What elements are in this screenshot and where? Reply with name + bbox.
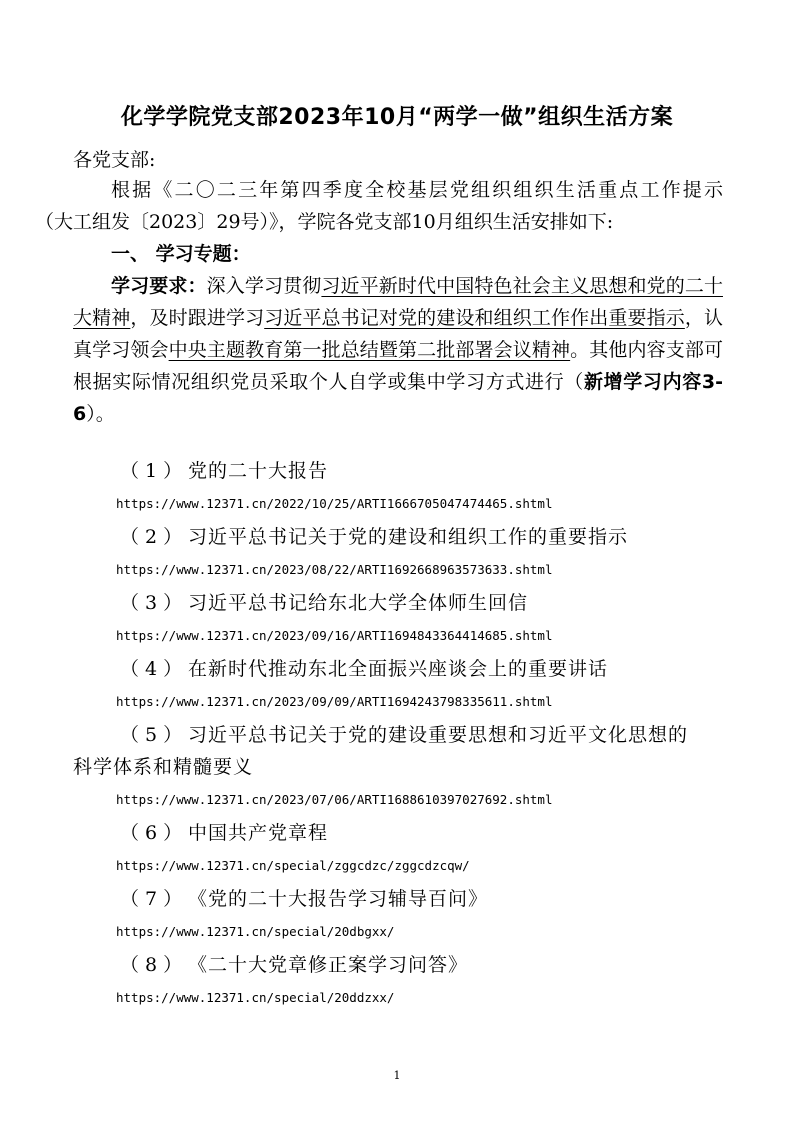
document-title: 化学学院党支部2023年10月“两学一做”组织生活方案 xyxy=(120,105,674,130)
req-text-5: ）。 xyxy=(86,403,115,425)
item-url-link[interactable]: https://www.12371.cn/2023/09/16/ARTI1694843364414685.shtml xyxy=(116,628,553,643)
req-underlined-2: 习近平总书记对党的建设和组织工作作出重要指示 xyxy=(264,307,685,329)
req-text-1: 深入学习贯彻 xyxy=(206,275,322,297)
item-title: 《党的二十大报告学习辅导百问》 xyxy=(188,888,489,910)
req-bold-new-content: 新增学习内容3-6 xyxy=(73,371,723,425)
item-number: （1） xyxy=(120,460,189,482)
item-url-link[interactable]: https://www.12371.cn/2023/07/06/ARTI1688610397027692.shtml xyxy=(116,792,553,807)
item-title: 中国共产党章程 xyxy=(188,822,329,844)
page-number: 1 xyxy=(393,1069,401,1082)
req-underlined-1: 习近平新时代中国特色社会主义思想和党的二十大精神 xyxy=(73,275,723,329)
item-title: 习近平总书记关于党的建设和组织工作的重要指示 xyxy=(188,526,629,548)
item-number: （4） xyxy=(120,658,189,680)
item-url-link[interactable]: https://www.12371.cn/2022/10/25/ARTI1666705047474465.shtml xyxy=(116,496,553,511)
item-number: （3） xyxy=(120,592,189,614)
item-title: 习近平总书记给东北大学全体师生回信 xyxy=(188,592,529,614)
list-item xyxy=(73,653,723,719)
intro-line-1: 根据《二〇二三年第四季度全校基层党组织组织生活重点工作提示 xyxy=(111,179,723,201)
item-url-link[interactable]: https://www.12371.cn/special/20ddzxx/ xyxy=(116,990,395,1005)
item-url-link[interactable]: https://www.12371.cn/2023/08/22/ARTI1692668963573633.shtml xyxy=(116,562,553,577)
item-number: （8） xyxy=(120,954,189,976)
item-number: （2） xyxy=(120,526,189,548)
salutation: 各党支部: xyxy=(73,149,156,171)
item-title: 在新时代推动东北全面振兴座谈会上的重要讲话 xyxy=(188,658,609,680)
item-number: （7） xyxy=(120,888,189,910)
body-text xyxy=(35,174,723,430)
item-url-link[interactable]: https://www.12371.cn/special/zggcdzc/zggcdzcqw/ xyxy=(116,858,470,873)
study-requirements-paragraph xyxy=(73,270,723,430)
item-number: （5） xyxy=(120,724,189,746)
req-text-4: 。其他内容支部可根据实际情况组织党员采取个人自学或集中学习方式进行（ xyxy=(73,339,723,393)
req-text-2: ，及时跟进学习 xyxy=(130,307,265,329)
section-1-heading: 一、 学习专题： xyxy=(111,243,251,265)
list-item xyxy=(73,949,723,1015)
list-item xyxy=(73,883,723,949)
list-item xyxy=(73,587,723,653)
item-url-link[interactable]: https://www.12371.cn/2023/09/09/ARTI1694243798335611.shtml xyxy=(116,694,553,709)
item-number: （6） xyxy=(120,822,189,844)
intro-paragraph xyxy=(35,174,723,238)
item-title: 《二十大党章修正案学习问答》 xyxy=(188,954,469,976)
item-title-continued: 科学体系和精髓要义 xyxy=(73,756,254,778)
list-item xyxy=(73,719,723,817)
req-underlined-3: 中央主题教育第一批总结暨第二批部署会议精神 xyxy=(168,339,571,361)
item-title: 党的二十大报告 xyxy=(188,460,329,482)
item-title: 习近平总书记关于党的建设重要思想和习近平文化思想的 xyxy=(188,724,689,746)
study-material-list xyxy=(73,455,723,1015)
list-item xyxy=(73,521,723,587)
req-text-3: ，认真学习领会 xyxy=(73,307,723,361)
intro-line-2: （大工组发〔2023〕29号）》，学院各党支部10月组织生活安排如下: xyxy=(35,211,614,233)
list-item xyxy=(73,455,723,521)
requirements-label: 学习要求： xyxy=(111,275,207,297)
item-url-link[interactable]: https://www.12371.cn/special/20dbgxx/ xyxy=(116,924,395,939)
list-item xyxy=(73,817,723,883)
